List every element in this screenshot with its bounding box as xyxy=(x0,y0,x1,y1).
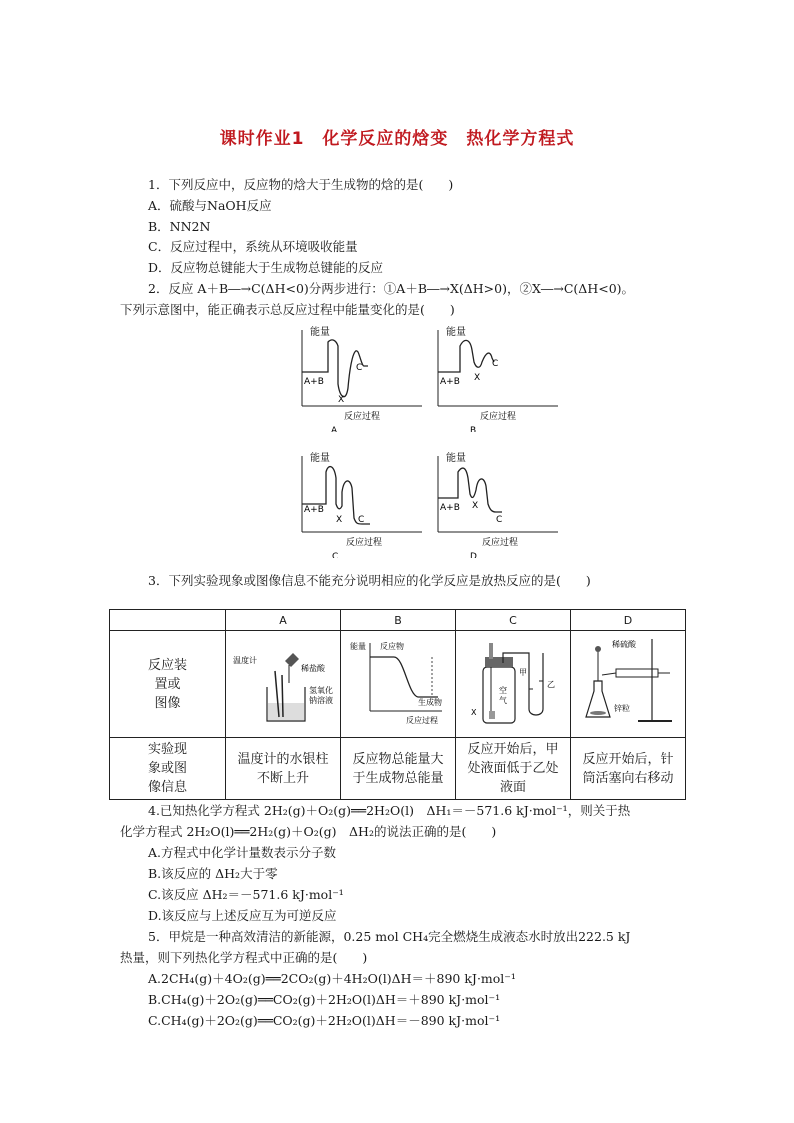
svg-text:稀盐酸: 稀盐酸 xyxy=(301,664,325,673)
svg-text:X: X xyxy=(336,515,343,525)
svg-text:C: C xyxy=(492,359,499,369)
q3-stem: 3．下列实验现象或图像信息不能充分说明相应的化学反应是放热反应的是( ) xyxy=(148,573,591,588)
q5-option-a: A.2CH₄(g)＋4O₂(g)══2CO₂(g)＋4H₂O(l)ΔH＝＋890 kJ·mol⁻¹ xyxy=(148,971,516,986)
q3-figure-b-cell xyxy=(341,631,456,738)
q3-row1-label: 反应装 置或 图像 xyxy=(110,631,226,738)
q2-stem-line1: 2．反应 A＋B―→C(ΔH<0)分两步进行：①A＋B―→X(ΔH>0)，②X―→C(ΔH<0)。 xyxy=(148,281,635,296)
svg-text:D: D xyxy=(470,552,477,558)
svg-text:空: 空 xyxy=(499,686,507,695)
svg-text:X: X xyxy=(472,501,479,511)
q3-table xyxy=(109,609,686,800)
syringe-apparatus-figure xyxy=(572,631,684,731)
q4-option-d: D.该反应与上述反应互为可逆反应 xyxy=(148,908,337,923)
svg-text:钠溶液: 钠溶液 xyxy=(309,696,333,705)
q3-info-row xyxy=(110,738,686,800)
svg-text:反应过程: 反应过程 xyxy=(406,716,438,725)
q1-option-d: D．反应物总键能大于生成物总键能的反应 xyxy=(148,260,384,275)
svg-text:气: 气 xyxy=(499,696,507,705)
svg-text:能量: 能量 xyxy=(310,453,330,464)
q4-stem-line1: 4.已知热化学方程式 2H₂(g)＋O₂(g)══2H₂O(l) ΔH₁＝－571.6 kJ·mol⁻¹，则关于热 xyxy=(148,803,631,818)
svg-text:A+B: A+B xyxy=(440,503,460,513)
svg-text:能量: 能量 xyxy=(446,327,466,338)
q4-stem-line2: 化学方程式 2H₂O(l)══2H₂(g)＋O₂(g) ΔH₂的说法正确的是( ) xyxy=(120,824,497,839)
svg-text:稀硫酸: 稀硫酸 xyxy=(612,640,636,649)
energy-diagram-d xyxy=(430,448,570,558)
svg-text:能量: 能量 xyxy=(446,453,466,464)
q3-header-c: C xyxy=(456,610,571,631)
q5-stem-line1: 5．甲烷是一种高效清洁的新能源，0.25 mol CH₄完全燃烧生成液态水时放出222.5 kJ xyxy=(148,929,631,944)
q3-info-c: 反应开始后，甲 处液面低于乙处 液面 xyxy=(456,738,571,800)
svg-text:C: C xyxy=(332,552,339,558)
svg-text:氢氧化: 氢氧化 xyxy=(309,686,333,695)
svg-text:C: C xyxy=(358,515,365,525)
q3-header-a: A xyxy=(226,610,341,631)
q3-row2-label: 实验现 象或图 像信息 xyxy=(110,738,226,800)
q3-info-b: 反应物总能量大 于生成物总能量 xyxy=(341,738,456,800)
q3-figure-a-cell xyxy=(226,631,341,738)
q1-option-b: B．NN2N xyxy=(148,219,211,234)
q3-figure-c-cell xyxy=(456,631,571,738)
u-tube-apparatus-figure xyxy=(457,631,569,731)
svg-text:X: X xyxy=(338,395,345,405)
svg-text:甲: 甲 xyxy=(519,668,527,677)
svg-text:A+B: A+B xyxy=(440,377,460,387)
q3-header-row xyxy=(110,610,686,631)
svg-text:反应过程: 反应过程 xyxy=(346,538,383,548)
svg-text:反应过程: 反应过程 xyxy=(344,412,381,422)
svg-text:B: B xyxy=(470,426,477,432)
q5-option-c: C.CH₄(g)＋2O₂(g)══CO₂(g)＋2H₂O(l)ΔH＝－890 kJ·mol⁻¹ xyxy=(148,1013,501,1028)
svg-text:反应过程: 反应过程 xyxy=(482,538,519,548)
svg-text:X: X xyxy=(471,708,477,717)
q1-option-c: C．反应过程中，系统从环境吸收能量 xyxy=(148,239,358,254)
q3-header-b: B xyxy=(341,610,456,631)
q5-option-b: B.CH₄(g)＋2O₂(g)══CO₂(g)＋2H₂O(l)ΔH＝＋890 kJ·mol⁻¹ xyxy=(148,992,501,1007)
energy-diagram-c xyxy=(294,448,434,558)
q3-figure-d-cell xyxy=(571,631,686,738)
q4-option-a: A.方程式中化学计量数表示分子数 xyxy=(148,845,337,860)
energy-diagram-a xyxy=(294,322,434,432)
q5-stem-line2: 热量，则下列热化学方程式中正确的是( ) xyxy=(120,950,368,965)
svg-text:A+B: A+B xyxy=(304,505,324,515)
svg-text:反应过程: 反应过程 xyxy=(480,412,517,422)
svg-text:X: X xyxy=(474,373,481,383)
q4-option-b: B.该反应的 ΔH₂大于零 xyxy=(148,866,278,881)
svg-text:A+B: A+B xyxy=(304,377,324,387)
energy-diagram-b xyxy=(430,322,570,432)
svg-text:锌粒: 锌粒 xyxy=(614,704,630,713)
svg-text:温度计: 温度计 xyxy=(233,656,257,665)
q4-option-c: C.该反应 ΔH₂＝－571.6 kJ·mol⁻¹ xyxy=(148,887,344,902)
svg-text:乙: 乙 xyxy=(547,680,555,689)
svg-text:生成物: 生成物 xyxy=(418,698,442,707)
q2-stem-line2: 下列示意图中，能正确表示总反应过程中能量变化的是( ) xyxy=(120,302,455,317)
q1-option-a: A．硫酸与NaOH反应 xyxy=(148,198,272,213)
svg-text:反应物: 反应物 xyxy=(380,642,404,651)
q3-info-a: 温度计的水银柱 不断上升 xyxy=(226,738,341,800)
svg-text:能量: 能量 xyxy=(350,642,366,651)
q3-info-d: 反应开始后，针 筒活塞向右移动 xyxy=(571,738,686,800)
svg-text:C: C xyxy=(356,363,363,373)
svg-text:A: A xyxy=(331,426,338,432)
q3-header-d: D xyxy=(571,610,686,631)
q3-header-empty xyxy=(110,610,226,631)
svg-text:C: C xyxy=(496,515,503,525)
thermometer-apparatus-figure xyxy=(227,631,339,731)
svg-text:能量: 能量 xyxy=(310,327,330,338)
q1-stem: 1．下列反应中，反应物的焓大于生成物的焓的是( ) xyxy=(148,177,454,192)
q3-figure-row xyxy=(110,631,686,738)
energy-curve-figure xyxy=(342,631,454,731)
page-title: 课时作业1 化学反应的焓变 热化学方程式 xyxy=(219,129,575,149)
